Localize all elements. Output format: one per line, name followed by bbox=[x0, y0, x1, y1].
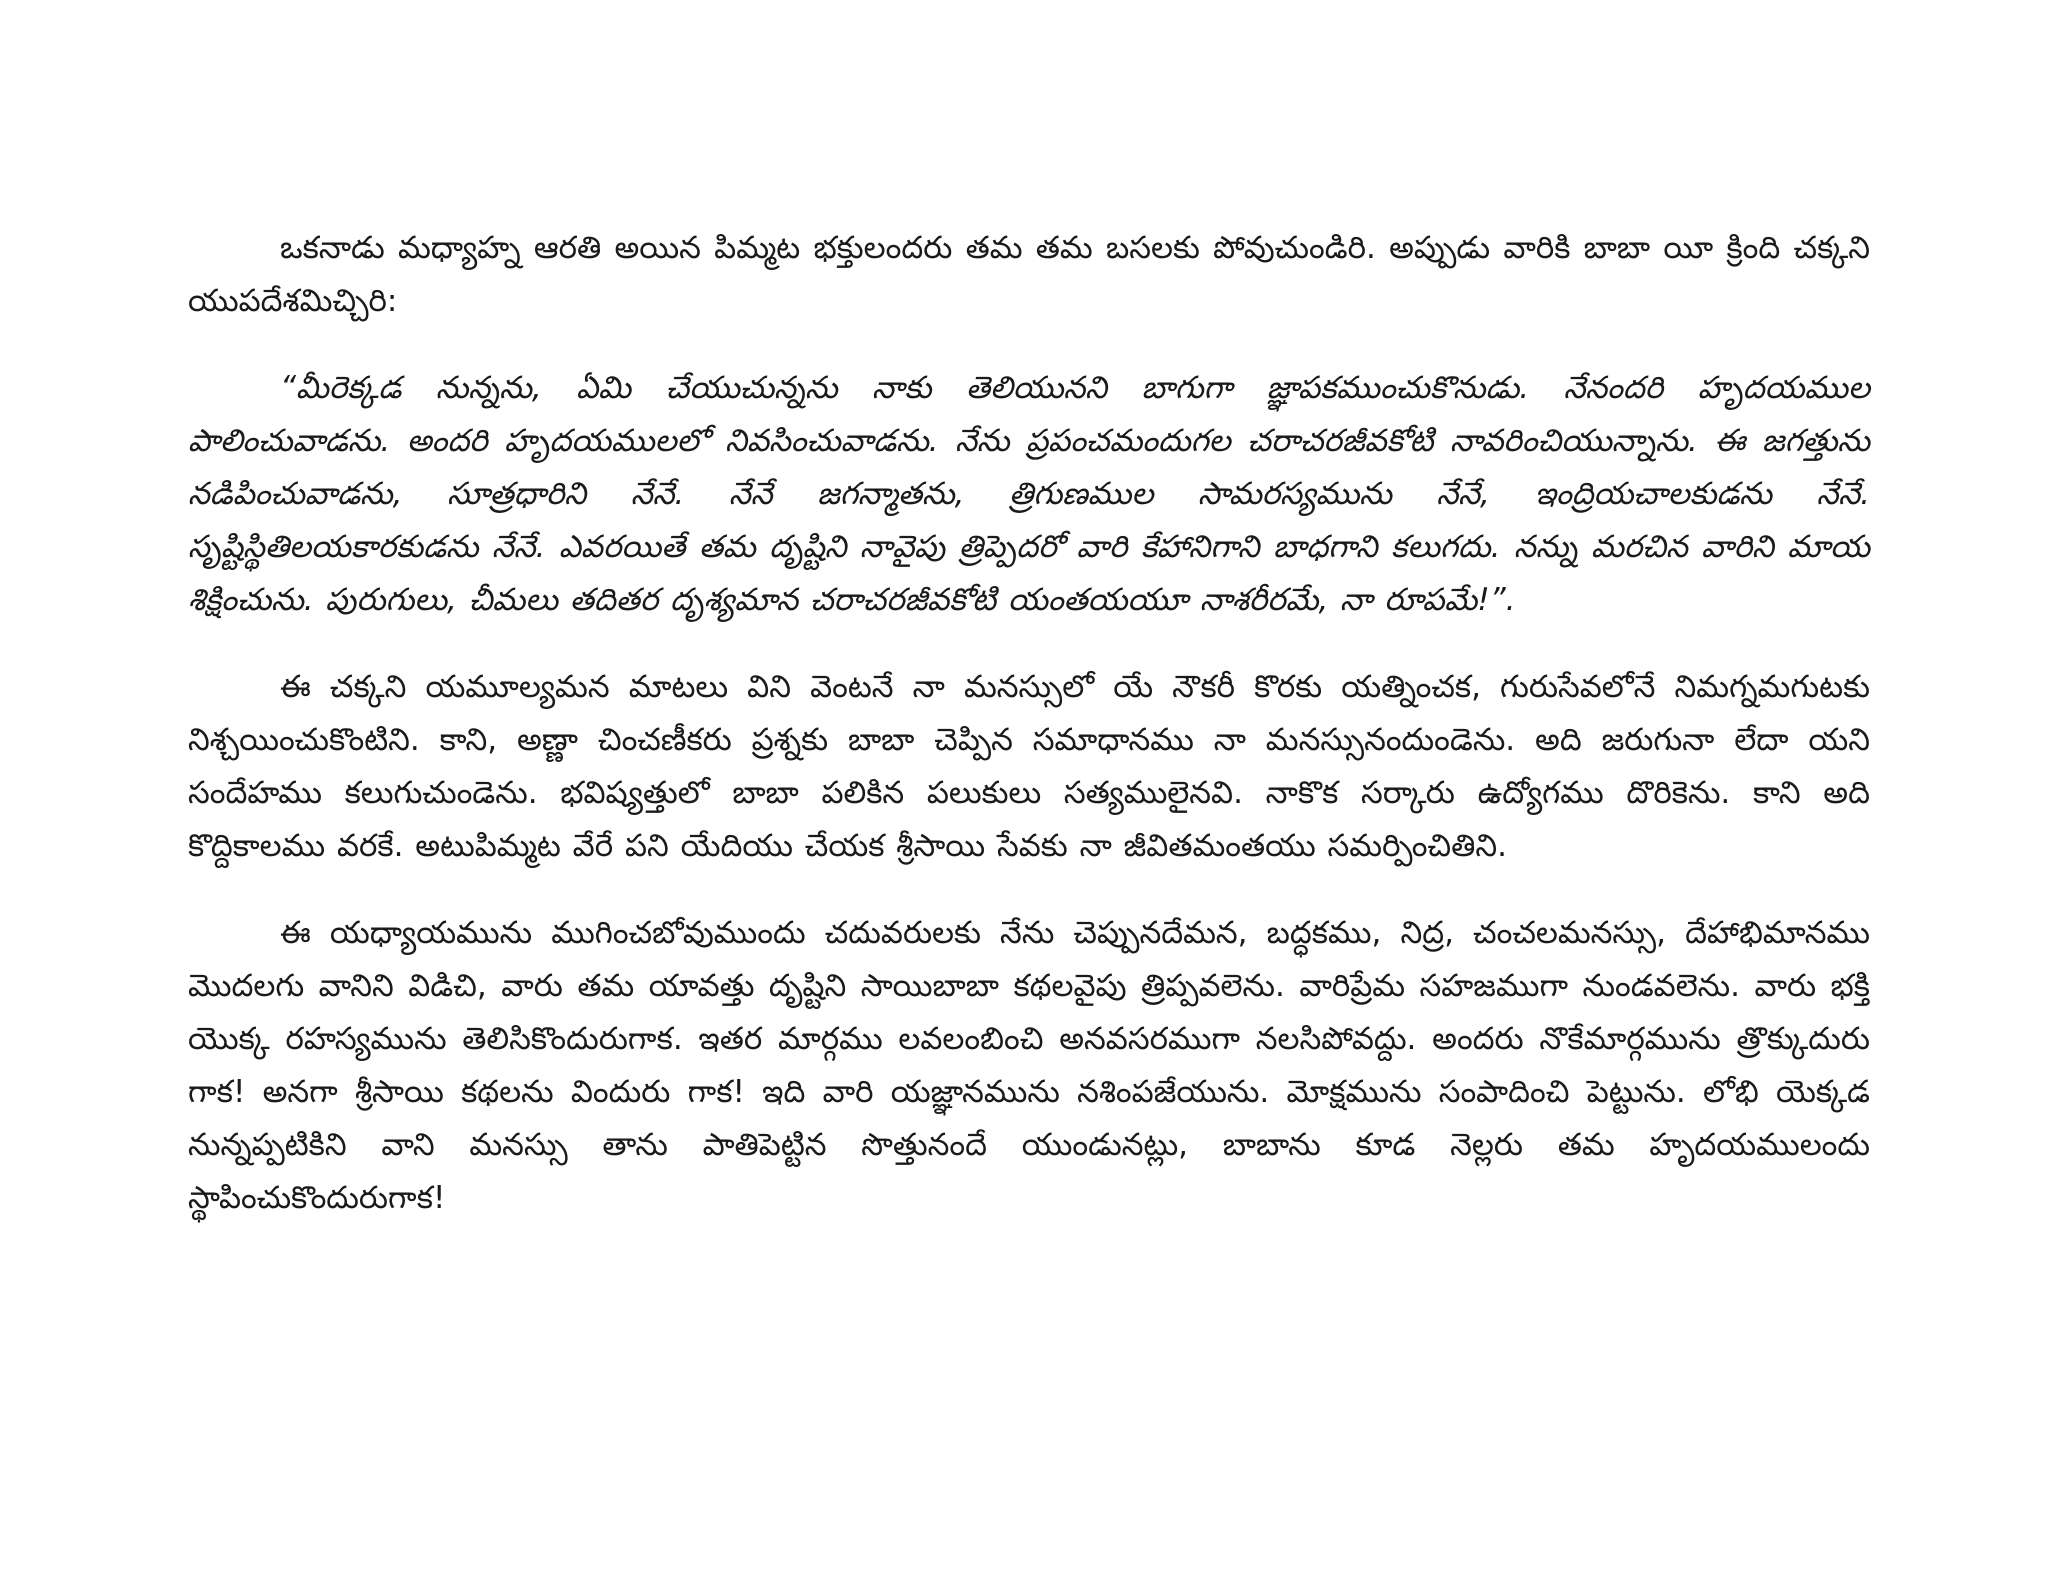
document-body bbox=[188, 222, 1870, 1225]
paragraph-resolution: ఈ చక్కని యమూల్యమన మాటలు విని వెంటనే నా మనస్సులో యే నౌకరీ కొరకు యత్నించక, గురుసేవలోనే నిమగ్నమగుటకు నిశ్చయించుకొంటిని. కాని, అణ్ణా చించణీకరు ప్రశ్నకు బాబా చెప్పిన సమాధానము నా మనస్సునందుండెను. అది జరుగునా లేదా యని సందేహము కలుగుచుండెను. భవిష్యత్తులో బాబా పలికిన పలుకులు సత్యములైనవి. నాకొక సర్కారు ఉద్యోగము దొరికెను. కాని అది కొద్దికాలము వరకే. అటుపిమ్మట వేరే పని యేదియు చేయక శ్రీసాయి సేవకు నా జీవితమంతయు సమర్పించితిని. bbox=[188, 669, 1870, 864]
paragraph-conclusion: ఈ యధ్యాయమును ముగించబోవుముందు చదువరులకు నేను చెప్పునదేమన, బద్ధకము, నిద్ర, చంచలమనస్సు, దేహాభిమానము మొదలగు వానిని విడిచి, వారు తమ యావత్తు దృష్టిని సాయిబాబా కథలవైపు త్రిప్పవలెను. వారిప్రేమ సహజముగా నుండవలెను. వారు భక్తి యొక్క రహస్యమును తెలిసికొందురుగాక. ఇతర మార్గము లవలంబించి అనవసరముగా నలసిపోవద్దు. అందరు నొకేమార్గమును త్రొక్కుదురు గాక! అనగా శ్రీసాయి కథలను విందురు గాక! ఇది వారి యజ్ఞానమును నశింపజేయును. మోక్షమును సంపాదించి పెట్టును. లోభి యెక్కడ నున్నప్పటికిని వాని మనస్సు తాను పాతిపెట్టిన సొత్తునందే యుండునట్లు, బాబాను కూడ నెల్లరు తమ హృదయములందు స్థాపించుకొందురుగాక! bbox=[188, 915, 1870, 1216]
paragraph-intro: ఒకనాడు మధ్యాహ్న ఆరతి అయిన పిమ్మట భక్తులందరు తమ తమ బసలకు పోవుచుండిరి. అప్పుడు వారికి బాబా యీ క్రింది చక్కని యుపదేశమిచ్చిరి: bbox=[188, 230, 1870, 319]
paragraph-baba-quote: “మీరెక్కడ నున్నను, ఏమి చేయుచున్నను నాకు తెలియునని బాగుగా జ్ఞాపకముంచుకొనుడు. నేనందరి హృదయముల పాలించువాడను. అందరి హృదయములలో నివసించువాడను. నేను ప్రపంచమందుగల చరాచరజీవకోటి నావరించియున్నాను. ఈ జగత్తును నడిపించువాడను, సూత్రధారిని నేనే. నేనే జగన్మాతను, త్రిగుణముల సామరస్యమును నేనే, ఇంద్రియచాలకుడను నేనే. సృష్టిస్థితిలయకారకుడను నేనే. ఎవరయితే తమ దృష్టిని నావైపు త్రిప్పెదరో వారి కేహానిగాని బాధగాని కలుగదు. నన్ను మరచిన వారిని మాయ శిక్షించును. పురుగులు, చీమలు తదితర దృశ్యమాన చరాచరజీవకోటి యంతయయూ నాశరీరమే, నా రూపమే!”. bbox=[188, 370, 1870, 618]
